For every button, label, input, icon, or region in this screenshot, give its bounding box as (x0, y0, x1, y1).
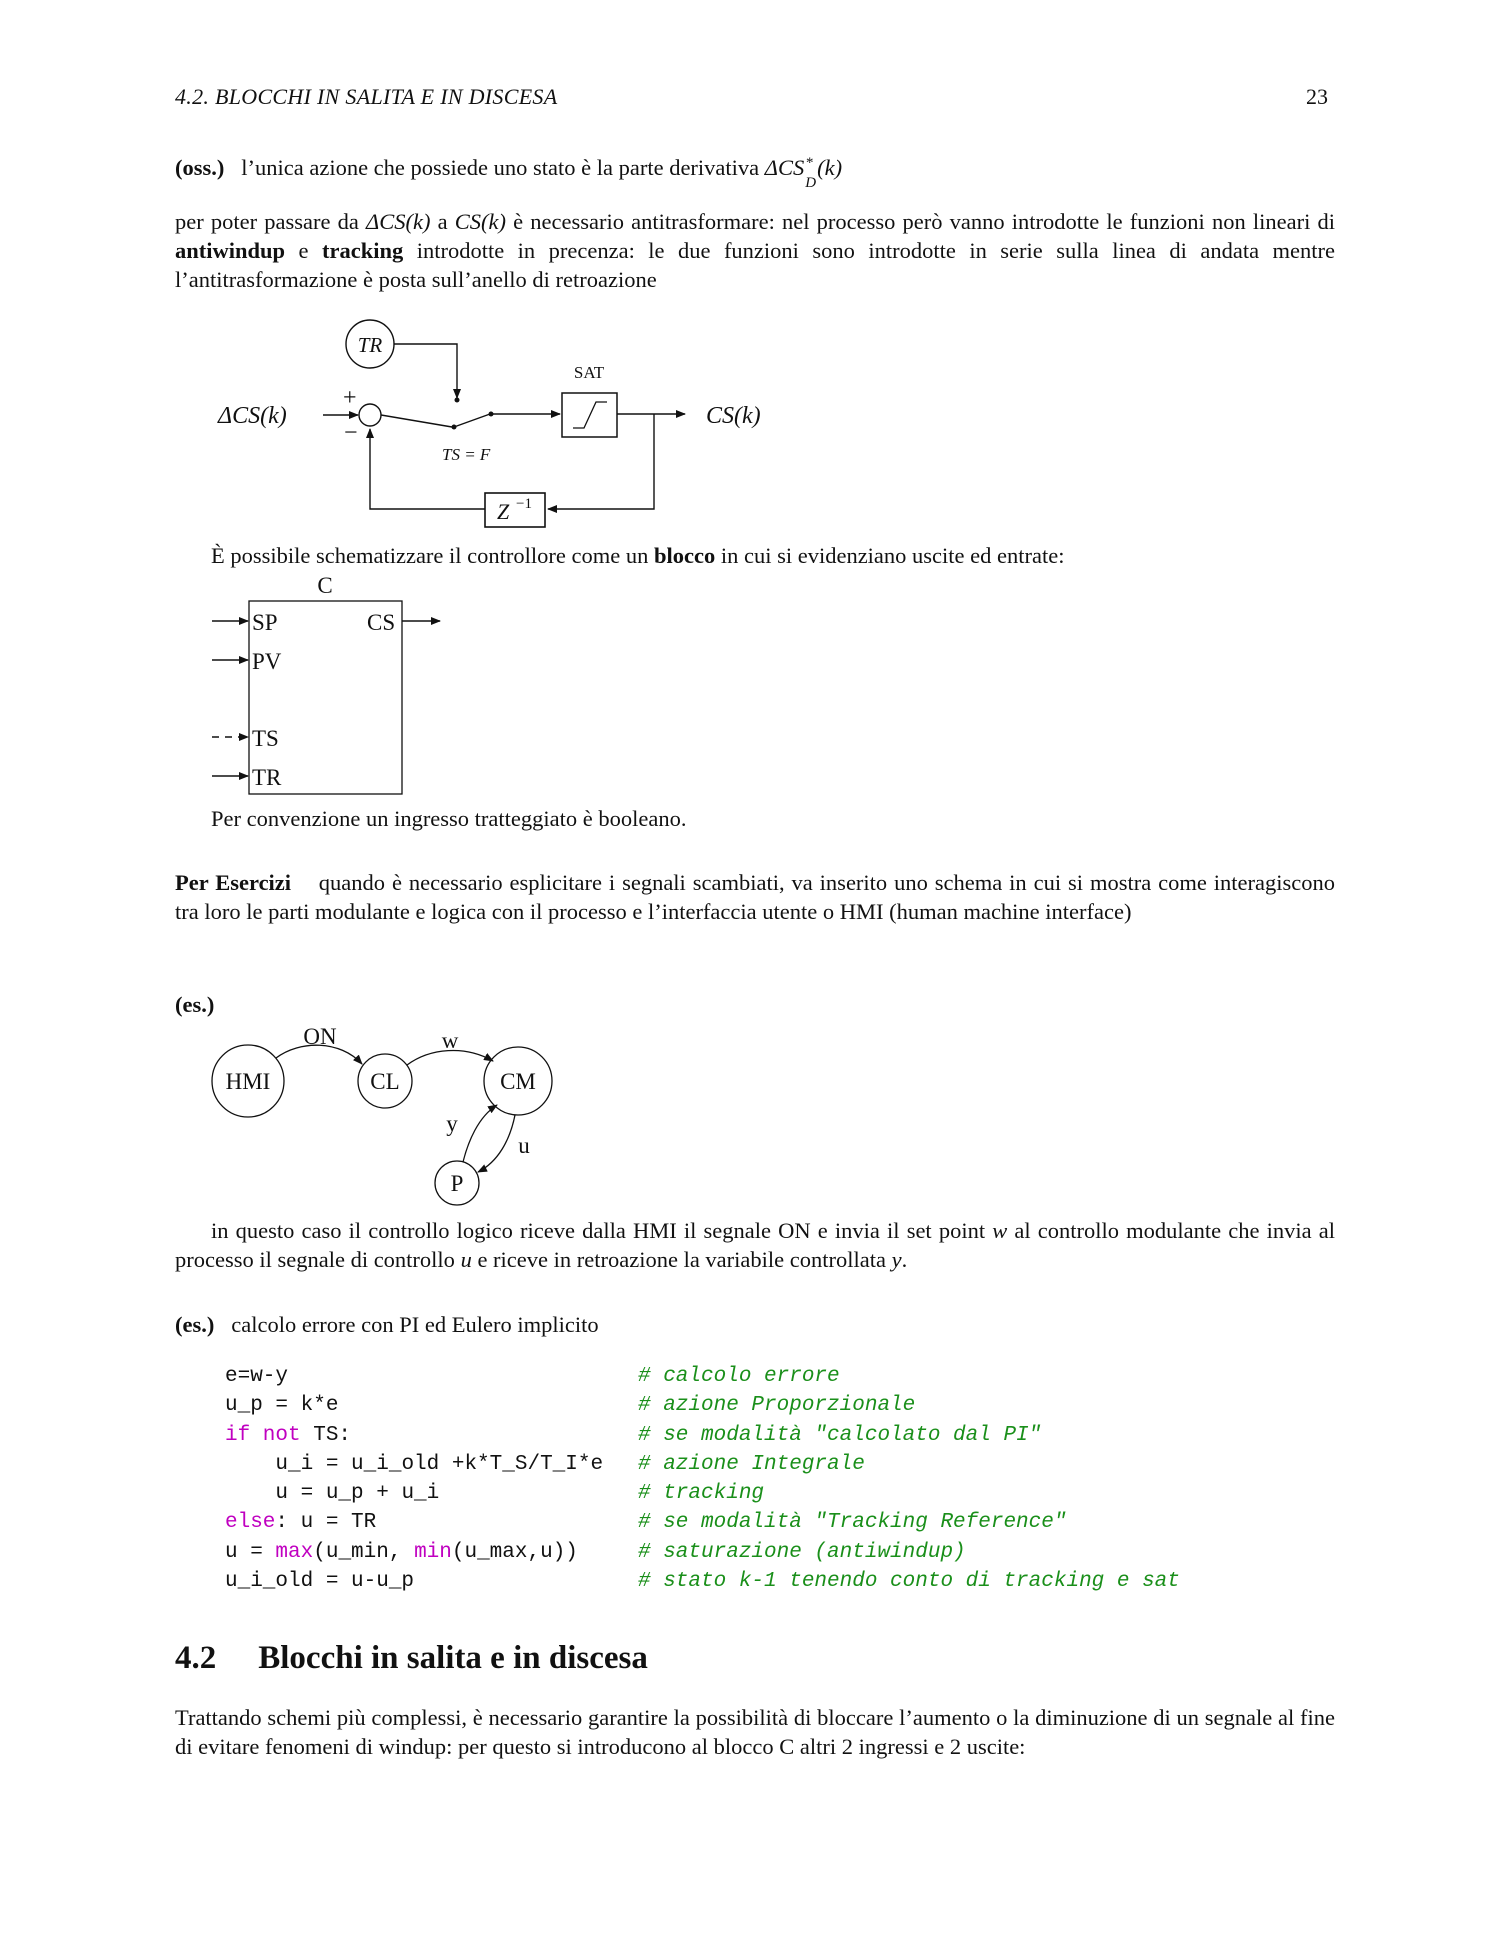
running-header: 4.2. BLOCCHI IN SALITA E IN DISCESA (175, 84, 558, 109)
section-title: Blocchi in salita e in discesa (258, 1640, 648, 1676)
code-line: u = max(u_min, min(u_max,u)) # saturazione (antiwindup) (225, 1540, 966, 1564)
signal-graph (212, 1024, 552, 1205)
plus-sign: + (343, 385, 357, 411)
switch-label: TS = F (442, 445, 491, 464)
summing-junction (359, 404, 381, 426)
edge-label-u: u (518, 1133, 530, 1158)
feedback-line-left (370, 429, 485, 509)
code-line: e=w-y # calcolo errore (225, 1365, 840, 1388)
paragraph-section-intro: Trattando schemi più complessi, è necessario garantire la possibilità di bloccare l’aumento o la diminuzione di un segnale al fine di evitare fenomeni di windup: per questo si introducono al blocco C altri 2 ingressi e 2 uscite: (175, 1705, 1335, 1759)
svg-text:P: P (450, 1171, 464, 1196)
output-label: CS(k) (706, 403, 761, 429)
paragraph-graph-explanation: in questo caso il controllo logico riceve dalla HMI il segnale ON e invia il set point w al controllo modulante che invia al processo il segnale di controllo u e riceve in retroazione la variabile controllata y. (175, 1218, 1335, 1272)
svg-text:TR: TR (357, 333, 383, 357)
feedback-line-right (548, 414, 654, 509)
code-line: if not TS: # se modalità "calcolato dal PI" (225, 1423, 1042, 1447)
edge-label-on: ON (303, 1024, 337, 1049)
paragraph-boolean-note: Per convenzione un ingresso tratteggiato è booleano. (211, 806, 687, 831)
code-line: u_p = k*e # azione Proporzionale (225, 1394, 916, 1418)
code-line: else: u = TR # se modalità "Tracking Reference" (225, 1511, 1067, 1535)
input-sp: SP (252, 610, 278, 635)
es-label-1: (es.) (175, 992, 215, 1017)
edge-label-w: w (441, 1028, 459, 1053)
es-label-2: (es.) calcolo errore con PI ed Eulero implicito (175, 1312, 599, 1337)
oss-text: l’unica azione che possiede uno stato è la parte derivativa (241, 155, 765, 180)
oss-math: ΔCS * $_D$(k) (764, 155, 843, 191)
input-ts: TS (252, 726, 279, 751)
switch-contact-b (455, 398, 460, 403)
delay-exponent: −1 (516, 496, 532, 512)
sat-label: SAT (573, 363, 605, 382)
sum-to-switch-line (381, 415, 452, 427)
edge-p-cm (463, 1105, 497, 1162)
svg-text:CM: CM (500, 1069, 536, 1094)
sat-curve (573, 402, 607, 428)
switch-blade (454, 414, 490, 427)
section-heading (175, 1640, 648, 1677)
paragraph-antitransform: per poter passare da ΔCS(k) a CS(k) è necessario antitrasformare: nel processo però vanno introdotte le funzioni non lineari di antiwindup e tracking introdotte in precenza: le due funzioni sono introdotte in serie sulla linea di andata mentre l’antitrasformazione è posta sull’anello di retroazione (175, 209, 1336, 292)
output-cs: CS (367, 610, 396, 635)
block-title: C (317, 573, 333, 598)
svg-text:HMI: HMI (225, 1069, 271, 1094)
controller-block-diagram (212, 573, 440, 794)
delay-block (485, 493, 545, 527)
input-tr: TR (252, 765, 282, 790)
oss-label: (oss.) (175, 155, 225, 180)
edge-label-y: y (446, 1111, 458, 1136)
svg-text:CL: CL (370, 1069, 400, 1094)
code-line: u_i_old = u-u_p # stato k-1 tenendo conto di tracking e sat (225, 1570, 1180, 1594)
code-listing (225, 1362, 1180, 1596)
section-number: 4.2 (175, 1640, 217, 1676)
edge-cm-p (478, 1115, 515, 1172)
input-label: ΔCS(k) (218, 403, 287, 429)
input-pv: PV (252, 649, 282, 674)
paragraph-per-esercizi: Per Esercizi quando è necessario esplicitare i segnali scambiati, va inserito uno schema in cui si mostra come interagiscono tra loro le parti modulante e logica con il processo e l’interfaccia utente o HMI (human machine interface) (175, 870, 1336, 924)
page-number: 23 (1306, 84, 1328, 109)
minus-sign: − (344, 420, 358, 446)
tr-node (346, 320, 394, 368)
delay-label: Z (497, 499, 510, 524)
code-line: u_i = u_i_old +k*T_S/T_I*e # azione Integrale (275, 1452, 865, 1476)
paragraph-block-intro: È possibile schematizzare il controllore come un blocco in cui si evidenziano uscite ed entrate: (211, 543, 1065, 568)
code-line: u = u_p + u_i # tracking (275, 1482, 765, 1506)
tr-to-switch-line (394, 344, 457, 398)
